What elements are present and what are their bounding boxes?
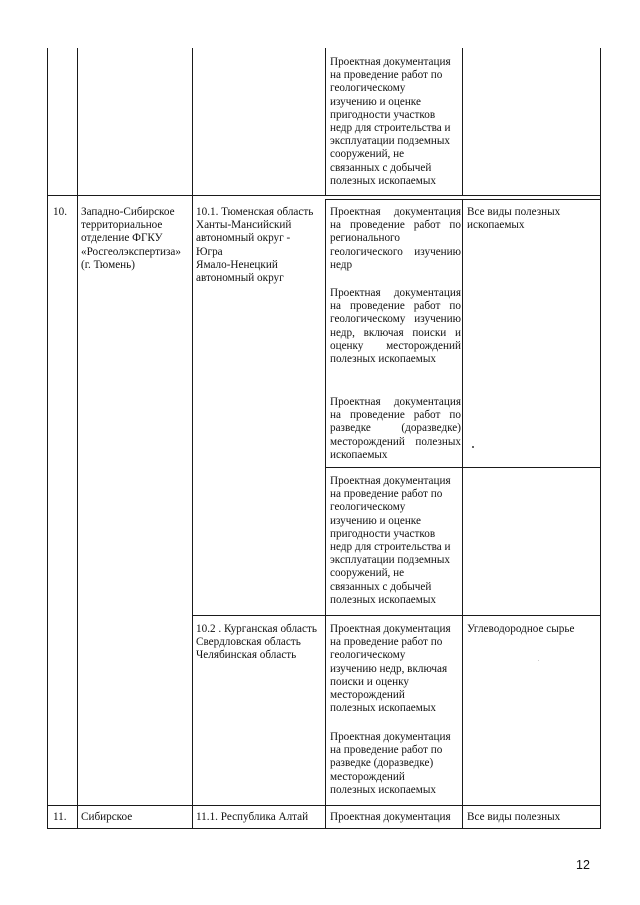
table-border-right [600,48,601,829]
page-number: 12 [576,858,590,872]
row-10-1-purpose-c: Проектная документация на проведение работ по разведке (доразведке) месторождений полезных ископаемых [330,396,461,461]
row-11-regions: 11.1. Республика Алтай [196,811,309,823]
row-10-2-purpose-a: Проектная документация на проведение работ по геологическому изучению недр, включая поиски и оценку месторождений полезных ископаемых [330,623,451,715]
row-10-number: 10. [53,206,67,218]
row-11-number: 11. [53,811,67,823]
table-border-col3-bottom [325,199,326,829]
row-separator-10-2 [192,615,601,616]
row-10-1-regions: 10.1. Тюменская область Ханты-Мансийский автономный округ - Югра Ямало-Ненецкий автономный округ [196,206,314,285]
table-border-bottom [47,828,601,829]
table-border-col4-bottom [462,199,463,829]
row-separator-11 [47,805,601,806]
row-separator-top [47,195,601,196]
row-11-minerals: Все виды полезных [467,811,561,823]
row-10-2-purpose-b: Проектная документация на проведение работ по разведке (доразведке) месторождений полезных ископаемых [330,731,451,796]
table-border-col1 [77,48,78,829]
continuation-purpose-cell: Проектная документация на проведение работ по геологическому изучению и оценке пригодности участков недр для строительства и эксплуатации подземных сооружений, не связанных с добычей полезных ископаемых [330,56,451,187]
row-10-1-minerals: Все виды полезных ископаемых [467,206,561,232]
row-10-1-purpose-b: Проектная документация на проведение работ по геологическому изучению недр, включая поиски и оценку месторождений полезных ископаемых [330,287,461,366]
row-10-1-purpose-extra: Проектная документация на проведение работ по геологическому изучению и оценке пригодности участков недр для строительства и эксплуатации подземных сооружений, не связанных с добычей полезных ископаемых [330,475,451,606]
scan-speck [538,660,539,661]
row-11-purpose: Проектная документация [330,811,451,823]
row-10-2-minerals: Углеводородное сырье [467,623,575,635]
table-border-col2 [192,48,193,829]
row-10-2-regions: 10.2 . Курганская область Свердловская область Челябинская область [196,623,317,662]
table-border-left [47,48,48,829]
row-11-organization: Сибирское [81,811,133,823]
row-10-organization: Западно-Сибирское территориальное отделение ФГКУ «Росгеолэкспертиза» (г. Тюмень) [81,206,181,271]
row-separator-10-1-a [325,467,601,468]
table-border-col3-top [325,48,326,195]
row-10-1-purpose-a: Проектная документация на проведение работ по регионального геологического изучению недр [330,206,461,271]
row-separator-top-double [325,199,601,200]
table-border-col4-top [462,48,463,195]
scan-speck [472,446,474,448]
